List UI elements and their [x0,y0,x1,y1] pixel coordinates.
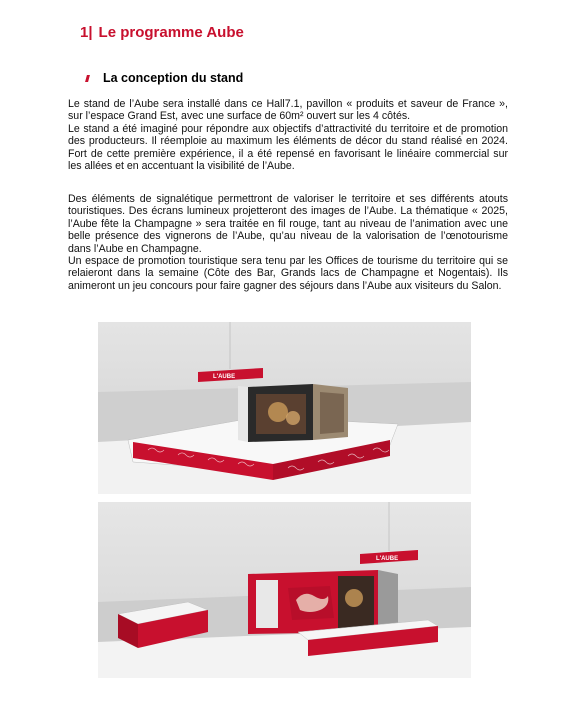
stand-render-2-image [98,502,471,678]
stand-render-2 [98,502,471,678]
body-block-1 [68,98,508,172]
paragraph: Le stand a été imaginé pour répondre aux objectifs d’attractivité du territoire et de promotion des producteurs. Il réemploie au maximum les éléments de décor du stand réalisé en 2024. Fort de cette première expérience, il a été repensé en favorisant le linéaire commercial sur les allées et en accentuant la visibilité de l’Aube. [68,122,508,173]
section-heading [80,24,244,41]
subsection-title: La conception du stand [103,71,244,85]
paragraph: Des éléments de signalétique permettront de valoriser le territoire et ses différents atouts touristiques. Des écrans lumineux projetteront des images de l’Aube. La thématique « 2025, l’Aube fête la Champagne » sera traitée en fil rouge, tant au niveau de l’animation avec une belle présence des vignerons de l’Aube, qu’au niveau de la valorisation de l’œnotourisme dans l’Aube en Champagne. [68,193,508,255]
stand-render-1-image [98,322,471,494]
paragraph: Le stand de l’Aube sera installé dans ce Hall7.1, pavillon « produits et saveur de France », sur l’espace Grand Est, avec une surface de 60m² ouvert sur les 4 côtés. [68,98,508,123]
subsection-heading [86,71,243,85]
bullet-icon [85,75,90,82]
stand-render-1 [98,322,471,494]
section-number: 1| [80,24,93,41]
banner-label: L'AUBE [213,374,236,380]
body-block-2 [68,193,508,292]
section-title: Le programme Aube [98,24,244,41]
paragraph: Un espace de promotion touristique sera tenu par les Offices de tourisme du territoire qui se relaieront dans la semaine (Côte des Bar, Grands lacs de Champagne et Nogentais). Ils animeront un jeu concours pour faire gagner des séjours dans l’Aube aux visiteurs du Salon. [68,255,508,292]
banner-label: L'AUBE [376,556,399,562]
